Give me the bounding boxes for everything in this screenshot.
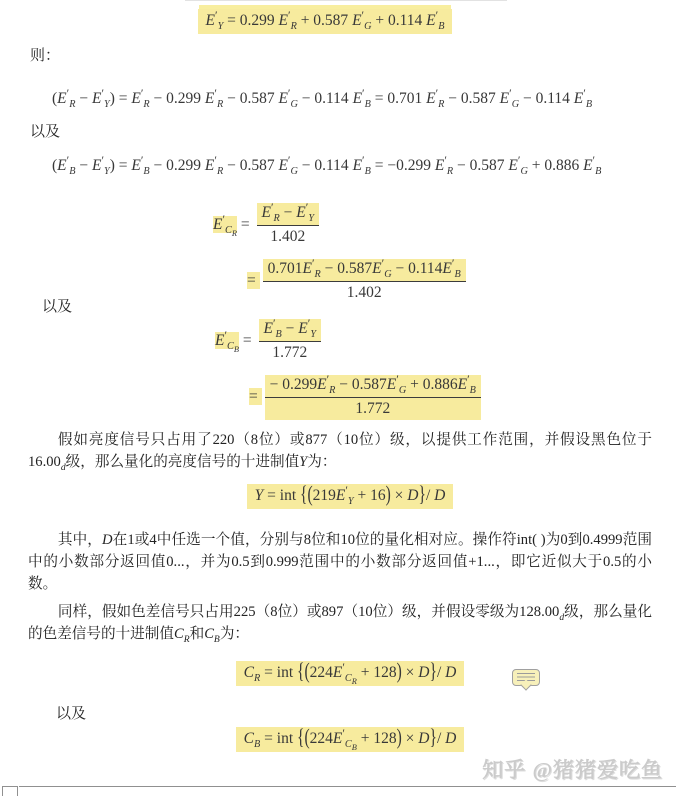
formula-ecb: $E'_{C_B}$ = $\frac{E'_B - E'_Y}{1.772}$ = $\frac{- 0.299E'_R - 0.587E'_G + 0.886E'_B}{1.772}$ (207, 317, 492, 422)
formula-luma-definition: $E'_Y = 0.299$ $E'_R + 0.587$ $E'_G + 0.114$ $E'_B$ (0, 9, 676, 34)
formula-cr-int: $C_R$ = int $\{(224E'_{C_R} + 128) \times D\}/$ D (0, 661, 676, 686)
paragraph-luma-quantization: 假如亮度信号只占用了220（8位）或877（10位）级，以提供工作范围，并假设黑色位于$16.00_d$级，那么量化的亮度信号的十进制值Y为： (28, 432, 652, 473)
zhihu-watermark: 知乎 @猪猪爱吃鱼 (482, 758, 663, 782)
paragraph-int-operator: 其中，D在1或4中任选一个值，分别与8位和10位的量化相对应。操作符int( )为0到0.4999范围中的小数部分返回值0...，并为0.5到0.999范围中的小数部分返回值+1...，即它近似大于0.5的小数。 (28, 532, 652, 592)
formula-r-minus-y: $(E'_R - E'_Y) = E'_R - 0.299$ $E'_R - 0.587$ $E'_G - 0.114$ $E'_B = 0.701$ $E'_R - 0.587$ $E'_G - 0.114$ $E'_B$ (52, 87, 593, 111)
formula-ecr: $E'_{C_R}$ = $\frac{E'_R - E'_Y}{1.402}$ = $\frac{0.701E'_R - 0.587E'_G - 0.114E'_B}{1.402}$ (205, 201, 477, 306)
bottom-corner-box (2, 786, 18, 796)
label-and-3: 以及 (56, 706, 87, 722)
paragraph-chroma-quantization: 同样，假如色差信号只占用225（8位）或897（10位）级，并假设零级为$128.00_d$级，那么量化的色差信号的十进制值$C_R$和$C_B$为： (28, 604, 652, 645)
formula-y-int: Y = int $\{(219E'_Y + 16) \times D\}/$ D (0, 484, 676, 509)
label-and-1: 以及 (30, 124, 61, 140)
label-then: 则： (30, 48, 61, 64)
formula-b-minus-y: $(E'_B - E'_Y) = E'_B - 0.299$ $E'_R - 0.587$ $E'_G - 0.114$ $E'_B = -0.299$ $E'_R - 0.587$ $E'_G + 0.886$ $E'_B$ (52, 154, 602, 178)
top-crop-line (185, 0, 507, 1)
comment-note-icon[interactable] (512, 669, 540, 686)
formula-cb-int: $C_B$ = int $\{(224E'_{C_B} + 128) \times D\}/$ D (0, 727, 676, 752)
bottom-rule-line (19, 786, 676, 787)
label-and-2: 以及 (42, 299, 73, 315)
